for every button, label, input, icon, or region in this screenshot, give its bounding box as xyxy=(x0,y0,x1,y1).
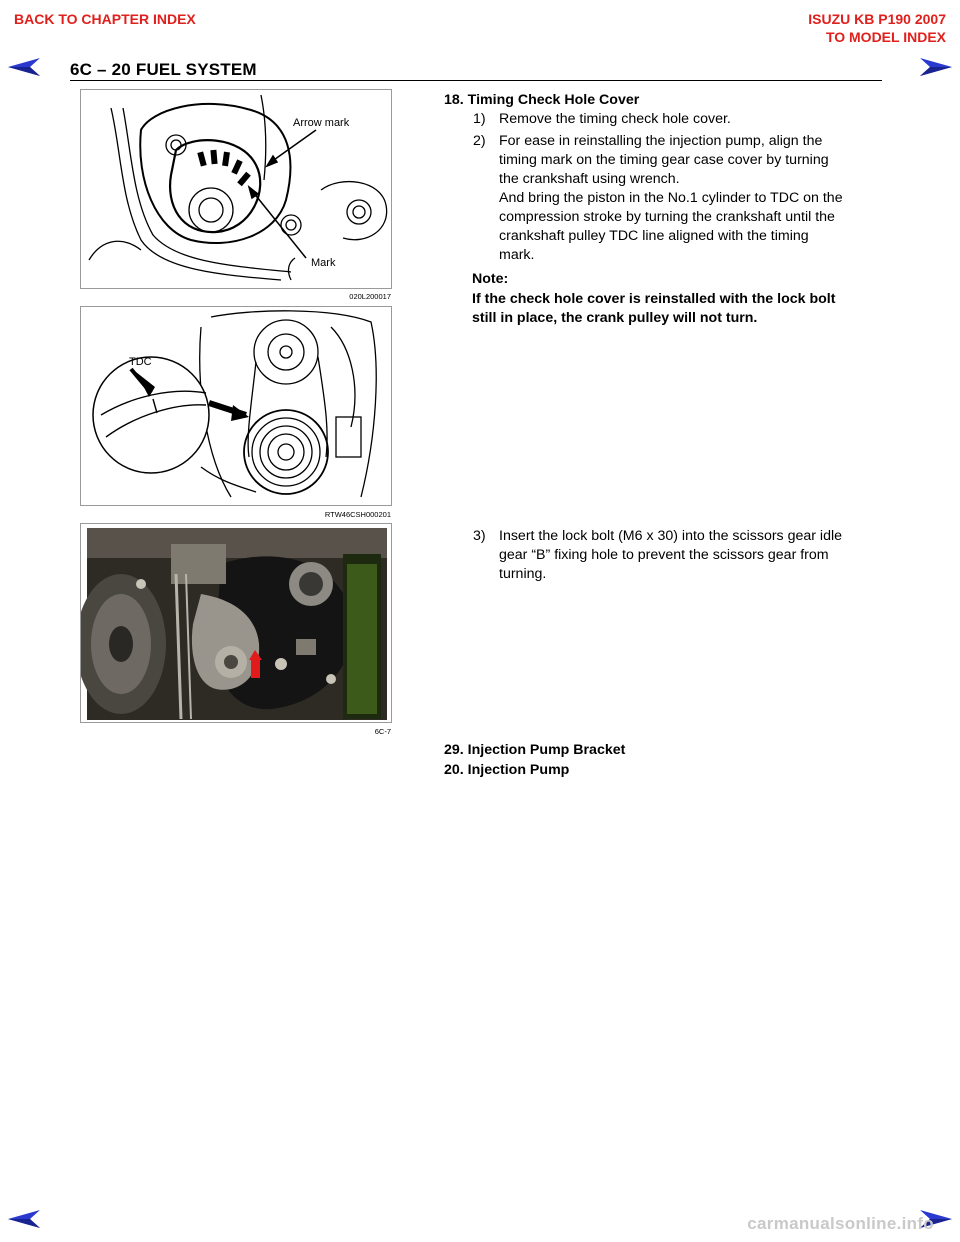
step-2-number: 2) xyxy=(473,133,486,149)
figure-timing-check-hole xyxy=(80,89,392,289)
figure-caption-1: 020L200017 xyxy=(349,292,391,301)
step-1-text: Remove the timing check hole cover. xyxy=(499,111,731,127)
step-3-line: turning. xyxy=(499,566,547,582)
label-arrow-mark: Arrow mark xyxy=(293,117,350,129)
tdc-detail-circle xyxy=(93,357,209,473)
step-3-line: gear “B” fixing hole to prevent the scissors gear from xyxy=(499,547,829,563)
step-3 xyxy=(473,527,893,587)
section-29-heading: 29. Injection Pump Bracket xyxy=(444,742,626,758)
step-2-line: And bring the piston in the No.1 cylinder to TDC on the xyxy=(499,190,843,206)
note-text-line1: If the check hole cover is reinstalled with the lock bolt xyxy=(472,291,836,307)
step-2 xyxy=(473,132,893,267)
note-label: Note: xyxy=(472,271,509,287)
note-text-line2: still in place, the crank pulley will not turn. xyxy=(472,310,758,326)
step-2-line: compression stroke by turning the crankshaft until the xyxy=(499,209,835,225)
header-rule xyxy=(70,80,882,81)
timing-check-hole-illustration xyxy=(81,90,392,289)
watermark: carmanualsonline.info xyxy=(747,1214,934,1233)
figure-lock-bolt-photo xyxy=(80,523,392,723)
step-2-line: timing mark on the timing gear case cover by turning xyxy=(499,152,829,168)
step-1 xyxy=(473,110,893,130)
step-2-line: mark. xyxy=(499,247,535,263)
model-index-link-line1[interactable]: ISUZU KB P190 2007 xyxy=(808,11,946,27)
section-18-heading: 18. Timing Check Hole Cover xyxy=(444,92,640,108)
next-page-arrow-icon[interactable] xyxy=(920,58,952,76)
page-title: 6C – 20 FUEL SYSTEM xyxy=(70,60,257,79)
label-tdc: TDC xyxy=(129,356,152,368)
label-mark: Mark xyxy=(311,257,336,269)
step-2-line: crankshaft pulley TDC line aligned with the timing xyxy=(499,228,809,244)
figure-caption-2: RTW46CSH000201 xyxy=(324,510,391,519)
back-to-chapter-index-link[interactable]: BACK TO CHAPTER INDEX xyxy=(14,11,196,27)
step-1-number: 1) xyxy=(473,111,486,127)
figure-crank-pulley-tdc xyxy=(80,306,392,506)
prev-page-arrow-icon[interactable] xyxy=(8,58,40,76)
step-2-text xyxy=(499,132,889,265)
model-index-link-line2[interactable]: TO MODEL INDEX xyxy=(825,29,946,45)
step-3-line: Insert the lock bolt (M6 x 30) into the scissors gear idle xyxy=(499,528,843,544)
step-2-line: For ease in reinstalling the injection pump, align the xyxy=(499,133,823,149)
step-3-text xyxy=(499,527,889,584)
step-2-line: the crankshaft using wrench. xyxy=(499,171,680,187)
step-3-number: 3) xyxy=(473,528,486,544)
engine-photo xyxy=(81,524,392,723)
section-20-heading: 20. Injection Pump xyxy=(444,762,570,778)
prev-page-arrow-icon[interactable] xyxy=(8,1210,40,1228)
red-marker xyxy=(251,658,260,678)
crank-pulley-illustration xyxy=(81,307,392,506)
figure-caption-3: 6C-7 xyxy=(374,727,391,736)
